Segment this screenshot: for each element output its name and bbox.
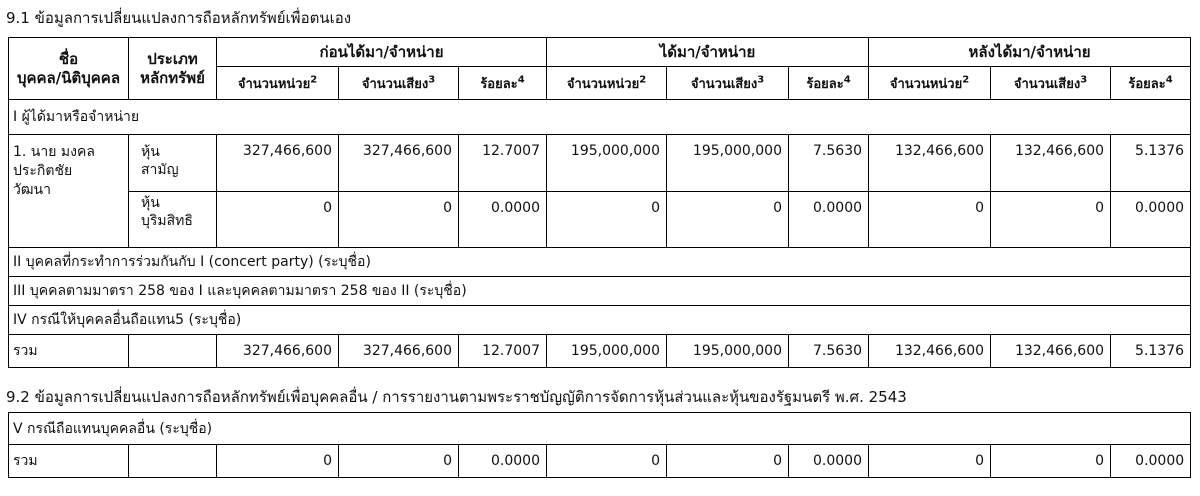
- section-label-iii: III บุคคลตามมาตรา 258 ของ I และบุคคลตามมาตรา 258 ของ II (ระบุชื่อ): [9, 277, 1191, 306]
- units-after: 0: [869, 192, 991, 248]
- total-percent-during: 0.0000: [789, 445, 869, 478]
- total-votes-before: 327,466,600: [339, 335, 459, 368]
- total-votes-after: 0: [991, 445, 1111, 478]
- total-label: รวม: [9, 335, 129, 368]
- votes-after: 0: [991, 192, 1111, 248]
- header-name-line1: ชื่อ: [58, 49, 79, 68]
- total-votes-during: 0: [667, 445, 789, 478]
- units-during: 195,000,000: [547, 135, 667, 192]
- votes-before: 327,466,600: [339, 135, 459, 192]
- table-row: [9, 192, 1191, 248]
- section-row-v: [9, 413, 1191, 445]
- header-group-before: ก่อนได้มา/จำหน่าย: [217, 38, 547, 67]
- security-type-common: หุ้น สามัญ: [129, 135, 217, 192]
- holding-change-table: [8, 37, 1191, 368]
- units-before: 327,466,600: [217, 135, 339, 192]
- total-units-during: 0: [547, 445, 667, 478]
- header-type-line2: หลักทรัพย์: [140, 68, 205, 87]
- total-percent-before: 0.0000: [459, 445, 547, 478]
- header-group-after: หลังได้มา/จำหน่าย: [869, 38, 1191, 67]
- units-before: 0: [217, 192, 339, 248]
- holding-for-others-table: [8, 412, 1191, 478]
- total-votes-after: 132,466,600: [991, 335, 1111, 368]
- percent-during: 7.5630: [789, 135, 869, 192]
- header-name-line2: บุคคล/นิติบุคคล: [16, 68, 121, 87]
- total-label: รวม: [9, 445, 129, 478]
- header-type-line1: ประเภท: [147, 49, 198, 68]
- total-units-before: 327,466,600: [217, 335, 339, 368]
- percent-before: 0.0000: [459, 192, 547, 248]
- section-row-ii: [9, 248, 1191, 277]
- section-title-9-2: 9.2 ข้อมูลการเปลี่ยนแปลงการถือหลักทรัพย์เพื่อบุคคลอื่น / การรายงานตามพระราชบัญญัติการจัดการหุ้นส่วนและหุ้นของรัฐมนตรี พ.ศ. 2543: [6, 388, 907, 406]
- header-security-type: [129, 38, 217, 100]
- header-units-before: จำนวนหน่วย$^2$: [217, 67, 339, 100]
- votes-during: 195,000,000: [667, 135, 789, 192]
- header-group-during: ได้มา/จำหน่าย: [547, 38, 869, 67]
- total-units-during: 195,000,000: [547, 335, 667, 368]
- header-votes-during: จำนวนเสียง$^3$: [667, 67, 789, 100]
- total-votes-during: 195,000,000: [667, 335, 789, 368]
- section-label-iv: IV กรณีให้บุคคลอื่นถือแทน5 (ระบุชื่อ): [9, 306, 1191, 335]
- section-row-iii: [9, 277, 1191, 306]
- percent-before: 12.7007: [459, 135, 547, 192]
- total-type-empty: [129, 445, 217, 478]
- section-label-v: V กรณีถือแทนบุคคลอื่น (ระบุชื่อ): [9, 413, 1191, 445]
- header-name: [9, 38, 129, 100]
- total-percent-after: 5.1376: [1111, 335, 1191, 368]
- total-percent-before: 12.7007: [459, 335, 547, 368]
- total-row-1: [9, 335, 1191, 368]
- section-label-i: I ผู้ได้มาหรือจำหน่าย: [9, 100, 1191, 135]
- total-units-before: 0: [217, 445, 339, 478]
- section-row-i: [9, 100, 1191, 135]
- total-units-after: 132,466,600: [869, 335, 991, 368]
- total-votes-before: 0: [339, 445, 459, 478]
- header-percent-after: ร้อยละ$^4$: [1111, 67, 1191, 100]
- votes-during: 0: [667, 192, 789, 248]
- person-name-line1: 1. นาย มงคล: [13, 144, 95, 160]
- votes-before: 0: [339, 192, 459, 248]
- person-name-line2: ประกิตชัย: [13, 163, 73, 179]
- table-row: [9, 135, 1191, 192]
- person-name: [9, 135, 129, 248]
- security-type-preferred: หุ้น บุริมสิทธิ: [129, 192, 217, 248]
- person-name-line3: วัฒนา: [13, 182, 51, 198]
- percent-during: 0.0000: [789, 192, 869, 248]
- total-units-after: 0: [869, 445, 991, 478]
- units-during: 0: [547, 192, 667, 248]
- total-type-empty: [129, 335, 217, 368]
- header-units-during: จำนวนหน่วย$^2$: [547, 67, 667, 100]
- section-title-9-1: 9.1 ข้อมูลการเปลี่ยนแปลงการถือหลักทรัพย์เพื่อตนเอง: [6, 9, 352, 27]
- header-percent-before: ร้อยละ$^4$: [459, 67, 547, 100]
- total-percent-after: 0.0000: [1111, 445, 1191, 478]
- header-votes-before: จำนวนเสียง$^3$: [339, 67, 459, 100]
- header-percent-during: ร้อยละ$^4$: [789, 67, 869, 100]
- votes-after: 132,466,600: [991, 135, 1111, 192]
- section-row-iv: [9, 306, 1191, 335]
- total-row-2: [9, 445, 1191, 478]
- units-after: 132,466,600: [869, 135, 991, 192]
- total-percent-during: 7.5630: [789, 335, 869, 368]
- header-row-groups: [9, 38, 1191, 67]
- header-units-after: จำนวนหน่วย$^2$: [869, 67, 991, 100]
- percent-after: 0.0000: [1111, 192, 1191, 248]
- section-label-ii: II บุคคลที่กระทำการร่วมกันกับ I (concert party) (ระบุชื่อ): [9, 248, 1191, 277]
- percent-after: 5.1376: [1111, 135, 1191, 192]
- header-votes-after: จำนวนเสียง$^3$: [991, 67, 1111, 100]
